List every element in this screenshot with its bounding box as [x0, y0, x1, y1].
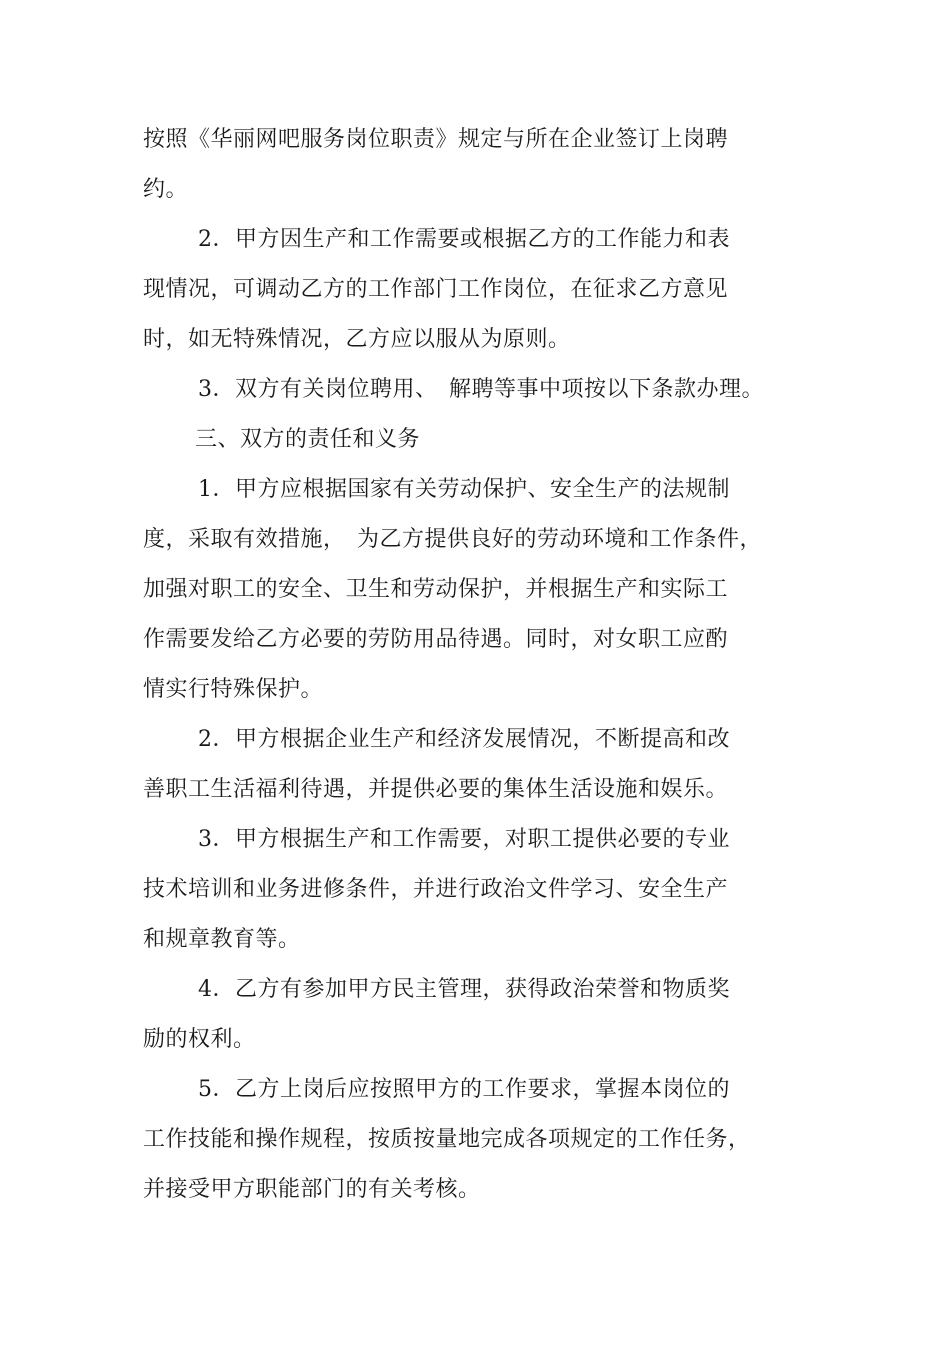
text-line: 工作技能和操作规程，按质按量地完成各项规定的工作任务，: [143, 1127, 751, 1152]
text-line: 3．双方有关岗位聘用、 解聘等事中项按以下条款办理。: [198, 377, 764, 402]
text-line: 励的权利。: [143, 1027, 256, 1052]
text-line: 4．乙方有参加甲方民主管理，获得政治荣誉和物质奖: [198, 977, 730, 1002]
text-line: 2．甲方根据企业生产和经济发展情况，不断提高和改: [198, 727, 730, 752]
text-line: 善职工生活福利待遇，并提供必要的集体生活设施和娱乐。: [143, 777, 729, 802]
text-line: 度，采取有效措施， 为乙方提供良好的劳动环境和工作条件，: [143, 527, 763, 552]
text-line: 时，如无特殊情况，乙方应以服从为原则。: [143, 327, 571, 352]
text-line: 作需要发给乙方必要的劳防用品待遇。同时，对女职工应酌: [143, 627, 729, 652]
text-line: 情实行特殊保护。: [143, 677, 324, 702]
text-line: 技术培训和业务进修条件，并进行政治文件学习、安全生产: [143, 877, 729, 902]
text-line: 现情况，可调动乙方的工作部门工作岗位，在征求乙方意见: [143, 277, 729, 302]
text-line: 和规章教育等。: [143, 927, 301, 952]
text-line: 1．甲方应根据国家有关劳动保护、安全生产的法规制: [198, 477, 730, 502]
section-heading: 三、双方的责任和义务: [195, 427, 421, 452]
text-line: 加强对职工的安全、卫生和劳动保护，并根据生产和实际工: [143, 577, 729, 602]
text-line: 并接受甲方职能部门的有关考核。: [143, 1177, 481, 1202]
text-line: 5．乙方上岗后应按照甲方的工作要求，掌握本岗位的: [198, 1077, 730, 1102]
text-line: 2．甲方因生产和工作需要或根据乙方的工作能力和表: [198, 227, 730, 252]
text-line: 3．甲方根据生产和工作需要，对职工提供必要的专业: [198, 827, 730, 852]
text-line: 约。: [143, 177, 189, 202]
text-line: 按照《华丽网吧服务岗位职责》规定与所在企业签订上岗聘: [143, 127, 729, 152]
